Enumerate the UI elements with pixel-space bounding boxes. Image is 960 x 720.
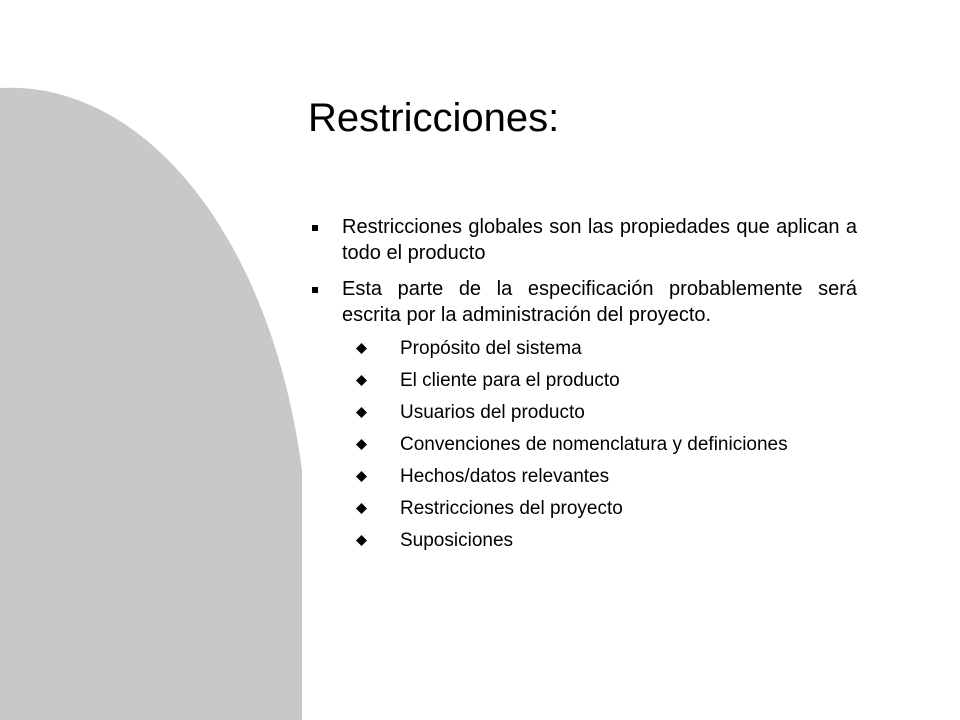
slide-title: Restricciones: (308, 96, 560, 140)
square-bullet-icon (312, 287, 318, 293)
bullet-list (312, 214, 857, 562)
sub-bullet-text: El cliente para el producto (400, 370, 620, 391)
sub-bullet-text: Suposiciones (400, 530, 514, 551)
diamond-bullet-icon (356, 375, 367, 386)
sub-bullet-text: Hechos/datos relevantes (400, 466, 610, 487)
sub-bullet-text: Restricciones del proyecto (400, 498, 623, 519)
diamond-bullet-icon (356, 439, 367, 450)
bullet-text: Esta parte de la especificación probablemente será escrita por la administración del proyecto. (342, 278, 857, 326)
sub-bullet-item (356, 498, 901, 520)
sub-bullet-item (356, 402, 901, 424)
diamond-bullet-icon (356, 407, 367, 418)
sub-bullet-text: Convenciones de nomenclatura y definiciones (400, 434, 788, 455)
bullet-item (312, 276, 857, 328)
sub-bullet-list (356, 338, 901, 552)
sub-bullet-item (356, 338, 901, 360)
diamond-bullet-icon (356, 343, 367, 354)
sub-bullet-item (356, 434, 901, 456)
diamond-bullet-icon (356, 503, 367, 514)
sub-bullet-text: Usuarios del producto (400, 402, 585, 423)
sub-bullet-text: Propósito del sistema (400, 338, 582, 359)
sub-bullet-item (356, 370, 901, 392)
sub-bullet-item (356, 530, 901, 552)
diamond-bullet-icon (356, 535, 367, 546)
bullet-text: Restricciones globales son las propiedades que aplican a todo el producto (342, 216, 857, 264)
bullet-item (312, 214, 857, 266)
square-bullet-icon (312, 225, 318, 231)
sub-bullet-item (356, 466, 901, 488)
diamond-bullet-icon (356, 471, 367, 482)
